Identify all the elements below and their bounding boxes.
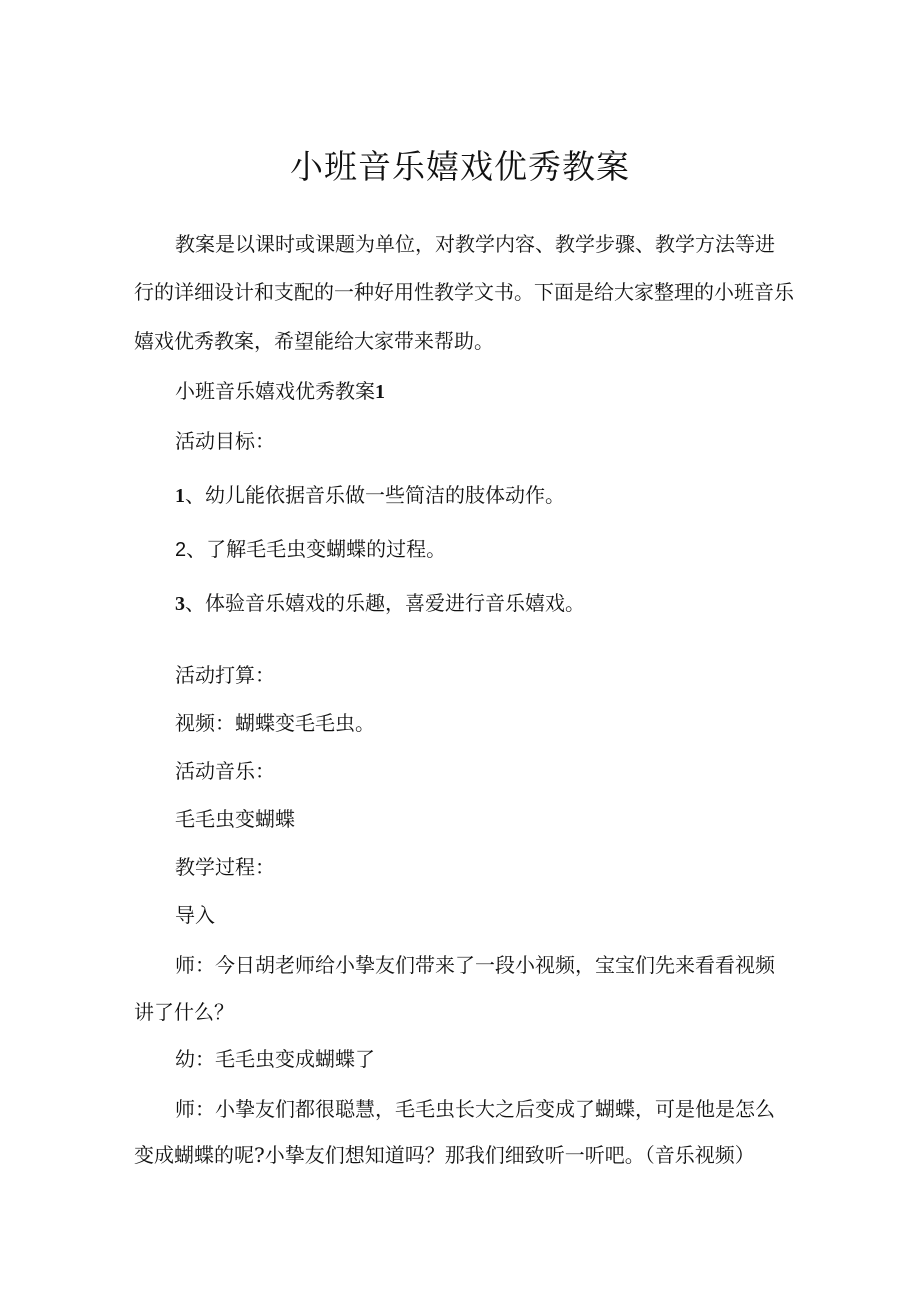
goal-text: 、体验音乐嬉戏的乐趣，喜爱进行音乐嬉戏。	[185, 591, 585, 615]
section-heading	[175, 377, 385, 406]
dialog-teacher-1-line-1: 师：今日胡老师给小挚友们带来了一段小视频，宝宝们先来看看视频	[175, 953, 775, 977]
document-title: 小班音乐嬉戏优秀教案	[290, 147, 630, 186]
intro-paragraph-line-3: 嬉戏优秀教案，希望能给大家带来帮助。	[134, 329, 494, 353]
section-heading-text: 小班音乐嬉戏优秀教案	[175, 379, 375, 403]
prep-heading: 活动打算：	[175, 663, 275, 687]
goal-item-3	[175, 589, 585, 618]
dialog-teacher-2-line-1: 师：小挚友们都很聪慧，毛毛虫长大之后变成了蝴蝶，可是他是怎么	[175, 1097, 775, 1121]
goal-number: 1	[175, 485, 185, 507]
dialog-teacher-2-line-2: 变成蝴蝶的呢?小挚友们想知道吗？那我们细致听一听吧。（音乐视频）	[134, 1143, 755, 1167]
intro-paragraph-line-1: 教案是以课时或课题为单位，对教学内容、教学步骤、教学方法等进	[175, 232, 775, 256]
goal-text: 、幼儿能依据音乐做一些简洁的肢体动作。	[185, 483, 565, 507]
intro-paragraph-line-2: 行的详细设计和支配的一种好用性教学文书。下面是给大家整理的小班音乐	[134, 280, 794, 304]
music-name: 毛毛虫变蝴蝶	[175, 807, 295, 831]
dialog-teacher-1-line-2: 讲了什么？	[134, 1000, 234, 1024]
process-heading: 教学过程：	[175, 855, 275, 879]
goals-heading: 活动目标：	[175, 429, 275, 453]
prep-video: 视频：蝴蝶变毛毛虫。	[175, 711, 375, 735]
goal-number: 2	[175, 539, 187, 561]
section-heading-number: 1	[375, 381, 385, 403]
goal-item-1	[175, 481, 565, 510]
goal-number: 3	[175, 593, 185, 615]
dialog-child-1: 幼：毛毛虫变成蝴蝶了	[175, 1047, 375, 1071]
intro-step: 导入	[175, 903, 215, 927]
goal-text: 、了解毛毛虫变蝴蝶的过程。	[186, 537, 447, 561]
music-heading: 活动音乐：	[175, 759, 275, 783]
goal-item-2	[175, 535, 446, 564]
